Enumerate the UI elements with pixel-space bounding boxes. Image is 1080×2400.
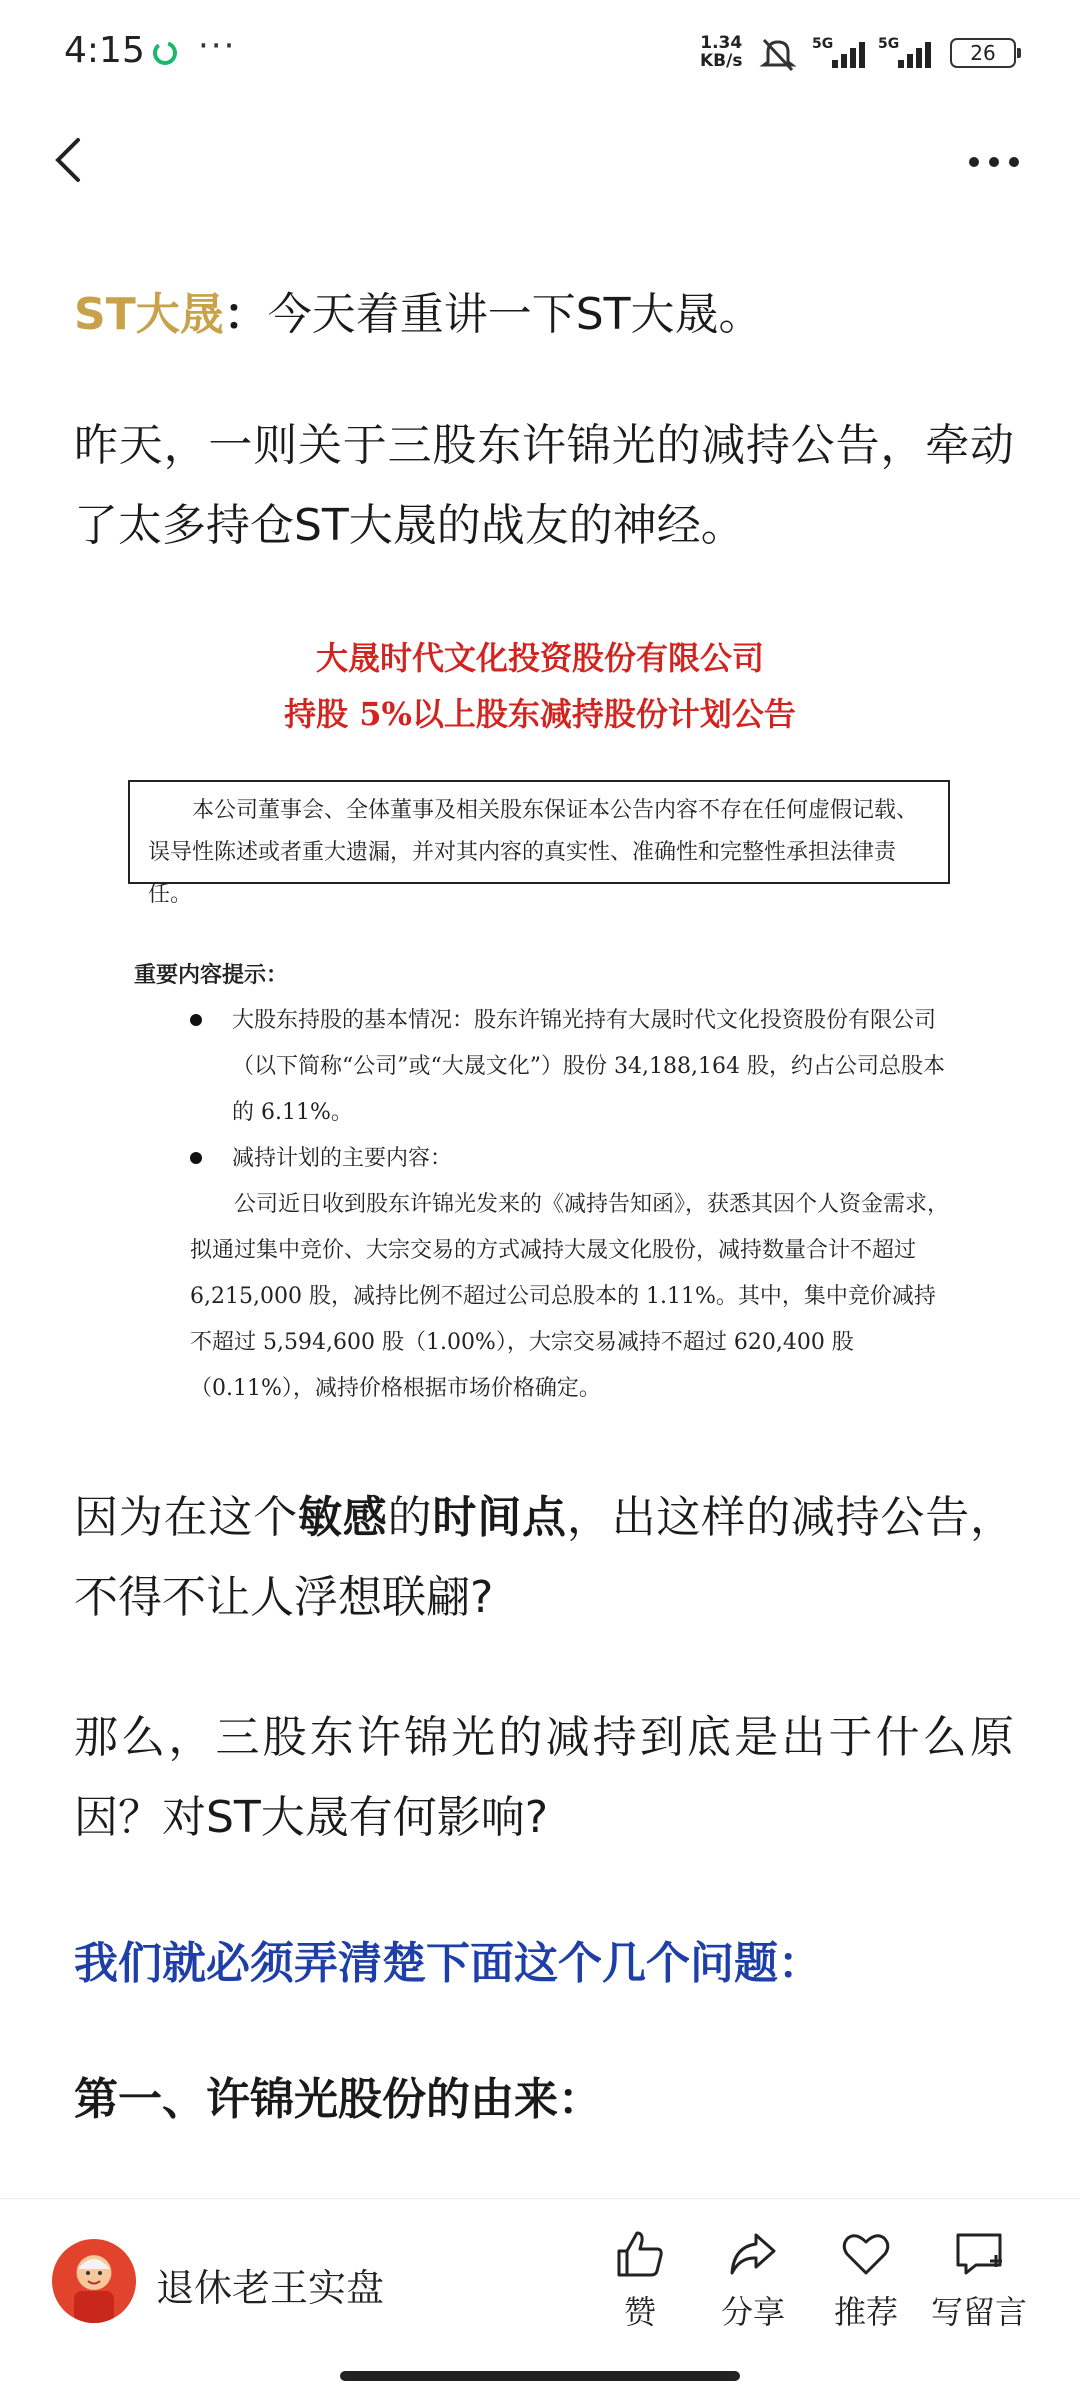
stock-tag[interactable]: ST大晟	[74, 289, 224, 340]
notice-heading: 重要内容提示：	[134, 962, 289, 988]
notice-body	[134, 952, 954, 1412]
avatar-illustration	[52, 2239, 136, 2323]
bottom-action-bar	[0, 2198, 1080, 2400]
notice-title-plan: 持股 5%以上股东减持股份计划公告	[284, 695, 796, 733]
paragraph-3: 那么，三股东许锦光的减持到底是出于什么原因？对ST大晟有何影响?	[74, 1712, 1014, 1843]
notice-disclaimer: 本公司董事会、全体董事及相关股东保证本公告内容不存在任何虚假记载、误导性陈述或者重大遗漏，并对其内容的真实性、准确性和完整性承担法律责任。	[128, 780, 950, 884]
paragraph-1: 昨天，一则关于三股东许锦光的减持公告，牵动了太多持仓ST大晟的战友的神经。	[74, 420, 1014, 551]
heart-icon	[839, 2227, 893, 2281]
mute-bell-icon	[758, 36, 798, 72]
thumbs-up-icon	[613, 2227, 667, 2281]
signal-5g-icon-2	[878, 34, 942, 72]
recommend-button[interactable]	[811, 2227, 921, 2333]
announcement-image[interactable]	[120, 630, 960, 1410]
app-sync-icon	[150, 38, 180, 68]
comment-add-icon	[952, 2227, 1006, 2281]
like-label: 赞	[623, 2293, 656, 2331]
status-bar	[0, 0, 1080, 110]
paragraph-2-bold-sensitive: 敏感	[298, 1492, 388, 1543]
notice-item-2	[134, 1136, 954, 1182]
notice-item-1-text: 大股东持股的基本情况：股东许锦光持有大晟时代文化投资股份有限公司（以下简称“公司”或“大晟文化”）股份 34,188,164 股，约占公司总股本的 6.11%。	[232, 1008, 945, 1125]
notice-item-2-body: 公司近日收到股东许锦光发来的《减持告知函》，获悉其因个人资金需求，拟通过集中竞价、大宗交易的方式减持大晟文化股份，减持数量合计不超过 6,215,000 股，减持比例不超过公司总股本的 1.11%。其中，集中竞价减持不超过 5,594,600 股（1.00%），大宗交易减持不超过 620,400 股（0.11%），减持价格根据市场价格确定。	[190, 1192, 950, 1401]
signal-5g-icon	[812, 34, 876, 72]
comment-label: 写留言	[930, 2293, 1027, 2331]
network-speed-unit: KB/s	[700, 51, 743, 71]
share-button[interactable]	[698, 2227, 808, 2333]
lead-paragraph	[74, 270, 1014, 360]
signal2-label: 5G	[878, 36, 900, 52]
lead-colon: ：	[223, 289, 268, 340]
recommend-label: 推荐	[833, 2293, 898, 2331]
blue-heading: 我们就必须弄清楚下面这个几个问题：	[74, 1938, 822, 1989]
more-notifications-icon: ···	[198, 26, 237, 66]
article-content	[74, 270, 1014, 566]
signal1-label: 5G	[812, 36, 834, 52]
notice-title-company: 大晟时代文化投资股份有限公司	[315, 639, 764, 677]
network-speed-value: 1.34	[700, 33, 743, 53]
share-label: 分享	[720, 2293, 785, 2331]
more-options-icon[interactable]	[966, 142, 1022, 182]
paragraph-2	[74, 1478, 1014, 1638]
paragraph-2-mid: 的	[387, 1492, 433, 1543]
notice-item-1	[134, 998, 954, 1136]
paragraph-2-bold-timepoint: 时间点	[432, 1492, 567, 1543]
author-name[interactable]: 退休老王实盘	[156, 2266, 385, 2310]
lead-text: 今天着重讲一下ST大晟。	[267, 289, 763, 340]
article-content-lower	[74, 1478, 1014, 2130]
section-heading-1: 第一、许锦光股份的由来：	[74, 2074, 602, 2125]
bullet-icon	[190, 1152, 202, 1164]
battery-indicator: 26	[950, 38, 1016, 68]
notice-item-2-text: 减持计划的主要内容：	[232, 1146, 453, 1171]
like-button[interactable]	[585, 2227, 695, 2333]
home-indicator[interactable]	[340, 2371, 740, 2381]
paragraph-2-post: ，出这样的减持公告，不得不让人浮想联翩?	[74, 1492, 1015, 1623]
comment-button[interactable]	[924, 2227, 1034, 2333]
back-arrow-icon[interactable]	[48, 130, 88, 190]
network-speed	[700, 34, 742, 70]
share-arrow-icon	[726, 2227, 780, 2281]
author-avatar[interactable]	[52, 2239, 136, 2323]
paragraph-2-pre: 因为在这个	[74, 1492, 298, 1543]
status-time: 4:15	[64, 30, 145, 71]
bullet-icon	[190, 1014, 202, 1026]
